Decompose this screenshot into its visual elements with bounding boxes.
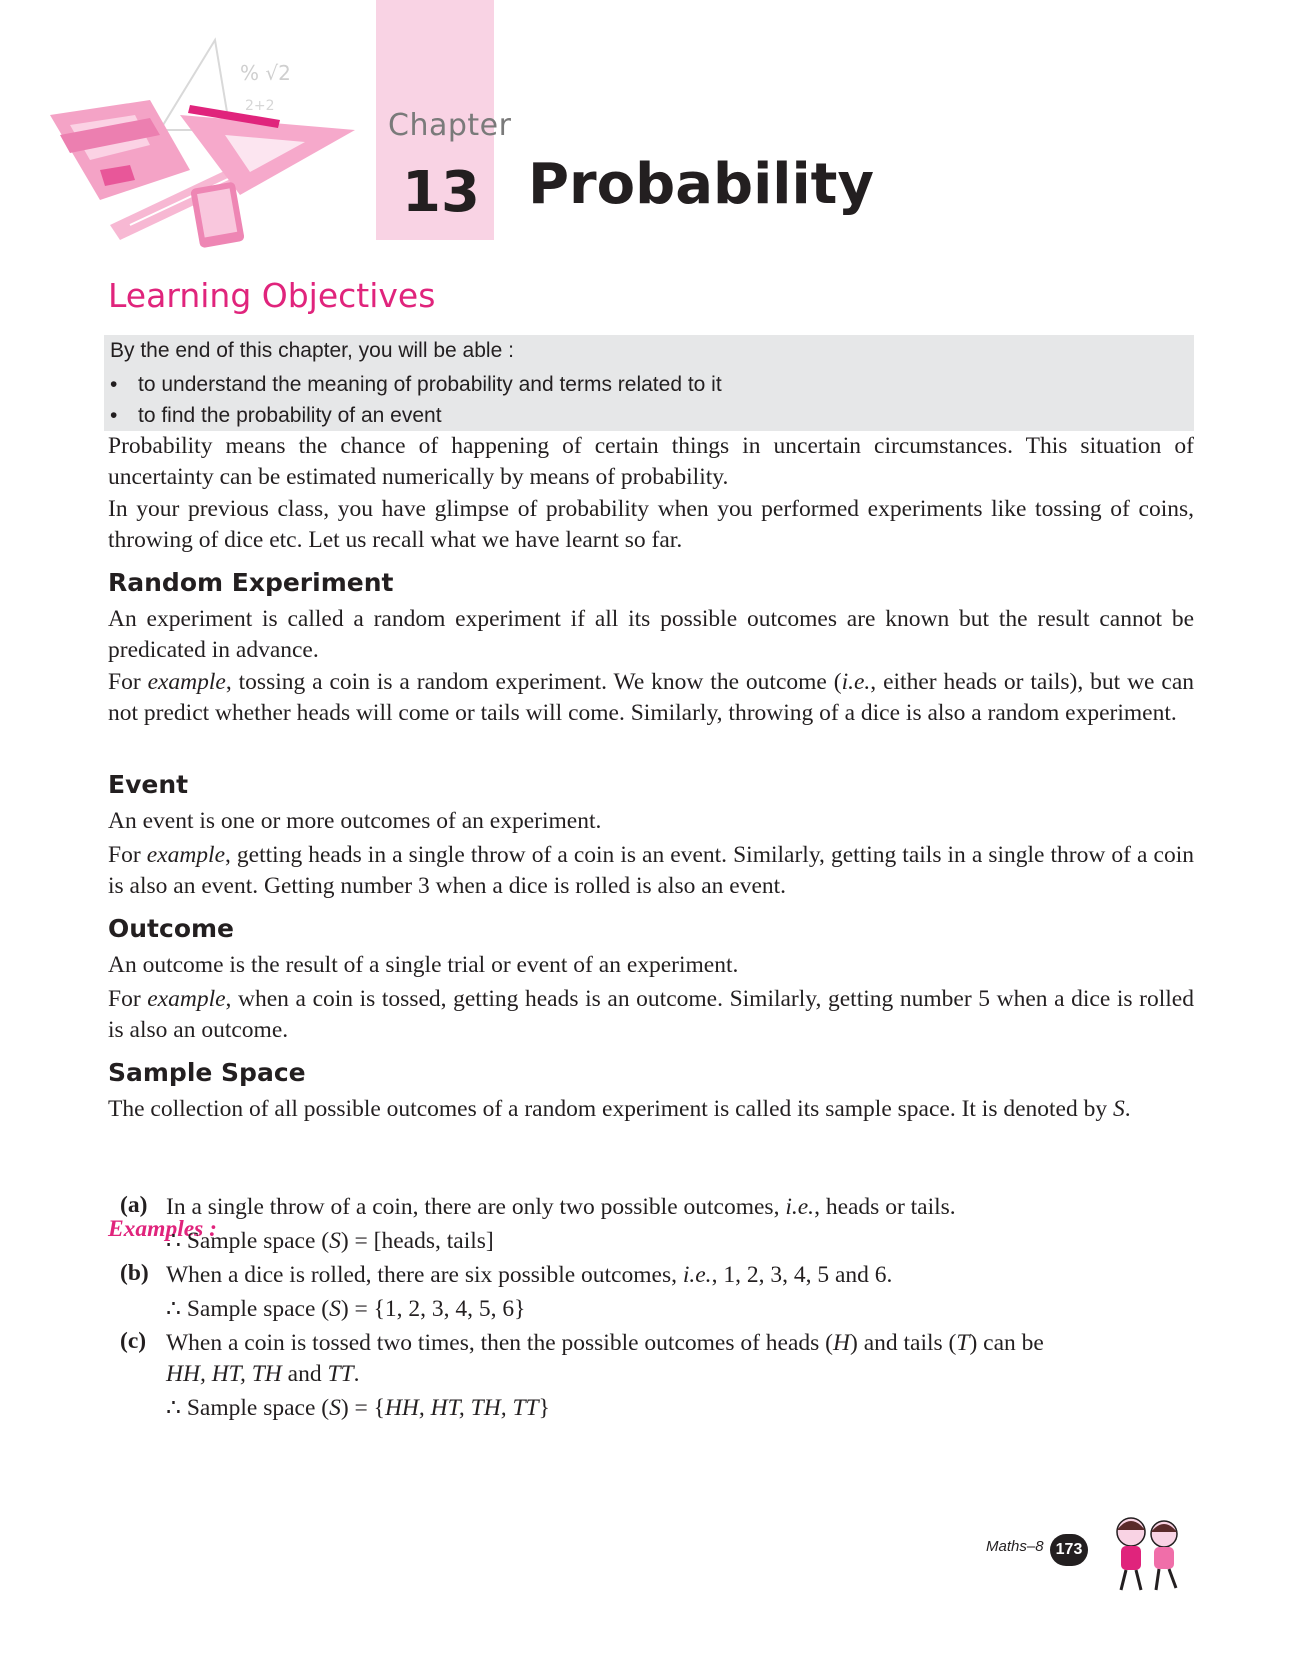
example-a-label: (a) <box>120 1192 148 1218</box>
learning-objectives-box <box>104 335 1194 431</box>
section-heading-outcome: Outcome <box>108 914 235 943</box>
example-c-sample-space: ∴ Sample space (S) = {HH, HT, TH, TT} <box>166 1395 550 1421</box>
kids-mascot-icon <box>1096 1512 1196 1596</box>
learning-objectives-list <box>110 369 722 431</box>
examples-heading: Examples : <box>108 1216 218 1242</box>
event-example: For example, getting heads in a single throw of a coin is an event. Similarly, getting tails in a single throw of a coin is also an event. Getting number 3 when a dice is rolled is also an event. <box>108 842 1194 899</box>
chapter-illustration <box>40 20 370 260</box>
example-a-text: In a single throw of a coin, there are only two possible outcomes, i.e., heads or tails. <box>166 1194 956 1220</box>
example-c-label: (c) <box>120 1328 147 1354</box>
example-b-sample-space: ∴ Sample space (S) = {1, 2, 3, 4, 5, 6} <box>166 1296 526 1322</box>
example-a-sample-space: ∴ Sample space (S) = [heads, tails] <box>166 1228 494 1254</box>
math-doodle: % √2 <box>240 61 291 85</box>
sample-space-definition: The collection of all possible outcomes of a random experiment is called its sample space. It is denoted by S. <box>108 1096 1131 1122</box>
chapter-label: Chapter <box>388 108 512 143</box>
bullet-icon: • <box>110 404 118 427</box>
chapter-title: Probability <box>528 152 874 217</box>
phone-icon <box>190 181 245 248</box>
chapter-number: 13 <box>402 160 480 225</box>
page-number: 173 <box>1050 1534 1088 1566</box>
example-b-label: (b) <box>120 1260 149 1286</box>
example-b-text: When a dice is rolled, there are six possible outcomes, i.e., 1, 2, 3, 4, 5 and 6. <box>166 1262 893 1288</box>
random-experiment-definition: An experiment is called a random experiment if all its possible outcomes are known but the result cannot be predicated in advance. <box>108 606 1194 663</box>
intro-paragraph-2: In your previous class, you have glimpse of probability when you performed experiments like tossing of coins, throwing of dice etc. Let us recall what we have learnt so far. <box>108 496 1194 553</box>
learning-objectives-heading: Learning Objectives <box>108 276 436 315</box>
section-heading-sample-space: Sample Space <box>108 1058 306 1087</box>
random-experiment-example: For example, tossing a coin is a random experiment. We know the outcome (i.e., either heads or tails), but we can not predict whether heads will come or tails will come. Similarly, throwing of a dice is also a random experiment. <box>108 669 1195 726</box>
footer-book-label: Maths–8 <box>986 1538 1044 1555</box>
intro-paragraph-1: Probability means the chance of happening of certain things in uncertain circumstances. This situation of uncertainty can be estimated numerically by means of probability. <box>108 433 1194 490</box>
section-heading-event: Event <box>108 770 189 799</box>
outcome-definition: An outcome is the result of a single trial or event of an experiment. <box>108 952 739 978</box>
list-item: • to understand the meaning of probability and terms related to it <box>110 369 722 400</box>
math-doodle-2: 2+2 <box>245 98 275 114</box>
bullet-icon: • <box>110 373 118 396</box>
event-definition: An event is one or more outcomes of an experiment. <box>108 808 602 834</box>
outcome-example: For example, when a coin is tossed, getting heads is an outcome. Similarly, getting number 5 when a dice is rolled is also an outcome. <box>108 986 1194 1043</box>
list-item: • to find the probability of an event <box>110 400 722 431</box>
example-c-text: When a coin is tossed two times, then the possible outcomes of heads (H) and tails (T) can be HH, HT, TH and TT. <box>166 1330 1044 1387</box>
section-heading-random-experiment: Random Experiment <box>108 568 394 597</box>
learning-objectives-intro: By the end of this chapter, you will be able : <box>110 339 514 362</box>
